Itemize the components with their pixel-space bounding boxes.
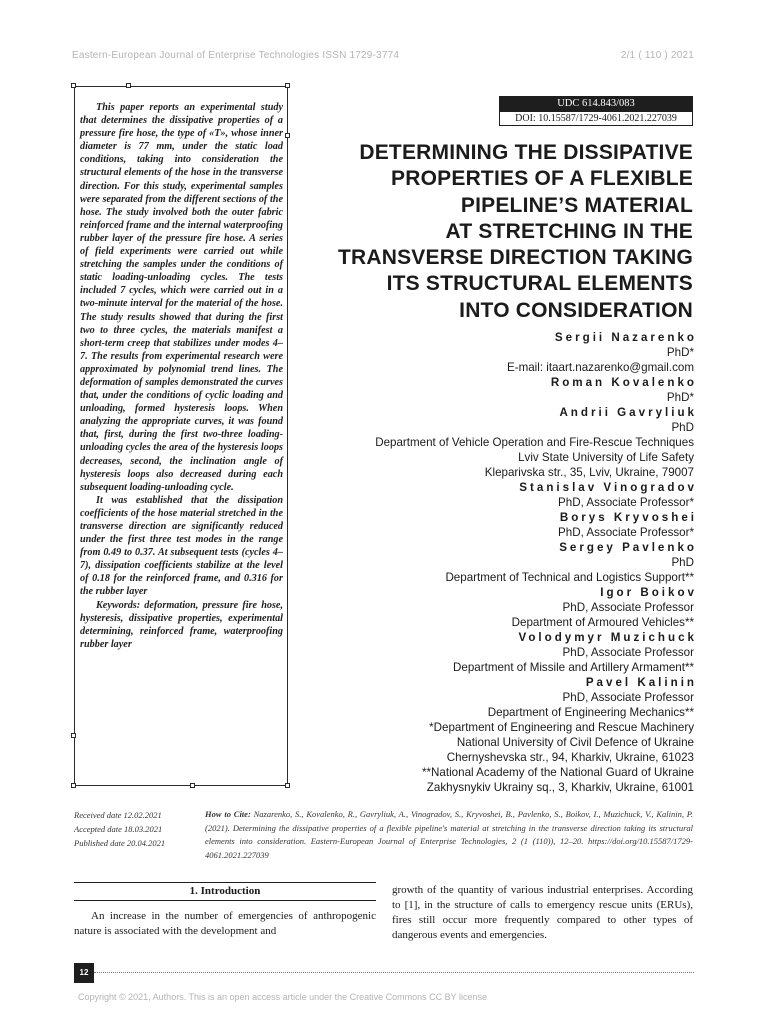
page-number: 12	[74, 963, 94, 983]
frame-corner-bottom-inner	[190, 783, 195, 788]
intro-paragraph: An increase in the number of emergencies of anthropogenic nature is associated with the development and	[74, 910, 376, 937]
author-affiliation: PhD, Associate Professor	[562, 601, 694, 614]
frame-corner-left-inner	[71, 733, 76, 738]
author-affiliation: PhD, Associate Professor*	[558, 496, 694, 509]
author-affiliation: Zakhysnykiv Ukrainy sq., 3, Kharkiv, Ukraine, 61001	[426, 781, 694, 794]
author-name: Sergey Pavlenko	[559, 541, 697, 554]
copyright-notice: Copyright © 2021, Authors. This is an open access article under the Creative Commons CC BY license	[78, 992, 487, 1002]
section-rule	[74, 900, 376, 901]
abstract-text	[80, 101, 283, 651]
abstract-paragraph: It was established that the dissipation coefficients of the hose material stretched in the transverse direction are significantly reduced under the first three test modes in the range from 0.49 to 0.37. At subsequent tests (cycles 4–7), dissipation coefficients stabilize at the level of 0.18 for the reinforced frame, and 0.316 for the rubber layer	[80, 494, 283, 598]
author-affiliation: E-mail: itaart.nazarenko@gmail.com	[506, 361, 694, 374]
cite-label: How to Cite:	[205, 809, 251, 819]
doi-box[interactable]: DOI: 10.15587/1729-4061.2021.227039	[499, 111, 693, 126]
issue-number: 2/1 ( 110 ) 2021	[620, 50, 694, 61]
author-name: Borys Kryvoshei	[559, 511, 697, 524]
cite-text: Nazarenko, S., Kovalenko, R., Gavryliuk, A., Vinogradov, S., Kryvoshei, B., Pavlenko, S., Boikov, I., Muzichuck, V., Kalinin, P. (2021). Determining the dissipative properties of a flexible pipeline's material at stretching in the transverse direction taking its structural elements into consideration. Eastern-European Journal of Enterprise Technologies, 2 (1 (110)), 12–20. https://doi.org/10.15587/1729-4061.2021.227039	[205, 809, 693, 860]
author-name: Sergii Nazarenko	[554, 331, 697, 344]
author-affiliation: Kleparivska str., 35, Lviv, Ukraine, 79007	[484, 466, 694, 479]
author-affiliation: Department of Armoured Vehicles**	[511, 616, 694, 629]
udc-badge: UDC 614.843/083	[499, 96, 693, 111]
author-affiliation: Department of Vehicle Operation and Fire-Rescue Techniques	[375, 436, 694, 449]
received-date: Received date 12.02.2021	[74, 810, 162, 820]
title-line: PIPELINE’S MATERIAL	[460, 193, 693, 217]
title-line: AT STRETCHING IN THE	[445, 219, 693, 243]
author-affiliation: Department of Technical and Logistics Support**	[445, 571, 694, 584]
author-list	[274, 330, 697, 795]
section-heading: 1. Introduction	[189, 885, 261, 897]
author-affiliation: **National Academy of the National Guard of Ukraine	[422, 766, 694, 779]
title-line: TRANSVERSE DIRECTION TAKING	[337, 246, 693, 270]
abstract-paragraph: This paper reports an experimental study that determines the dissipative properties of a pressure fire hose, the type of «T», whose inner diameter is 77 mm, under the static load conditions, taking into consideration the structural elements of the hose in the transverse direction. For this study, experimental samples were separated from the different sections of the hose. The study involved both the outer fabric reinforced frame and the internal waterproofing rubber layer of the pressure fire hose. A series of field experiments were carried out while stretching the samples under the conditions of static loading-unloading cycles. The tests included 7 cycles, which were carried out in a two-minute interval for the material of the hose. The study results showed that during the first two to three cycles, the materials manifest a short-term creep that stabilizes under modes 4–7. The results from experimental research were approximated by polynomial trend lines. The deformation of samples demonstrated the curves that, under the conditions of cyclic loading and unloading, formed hysteresis loops. When analyzing the appropriate curves, it was found that, first, during the first two-three loading-unloading cycles the area of the hysteresis loops decreases, second, the inclination angle of hysteresis loops also decreased during each subsequent loading-unloading cycle.	[80, 102, 283, 493]
frame-corner-top-inner	[126, 83, 131, 88]
author-name: Andrii Gavryliuk	[559, 406, 697, 419]
title-line: DETERMINING THE DISSIPATIVE	[359, 141, 693, 164]
published-date: Published date 20.04.2021	[74, 838, 166, 848]
frame-corner-top-right	[285, 83, 290, 88]
title-line: INTO CONSIDERATION	[459, 298, 693, 322]
journal-header: Eastern-European Journal of Enterprise Technologies ISSN 1729-3774	[72, 50, 400, 61]
author-affiliation: Department of Engineering Mechanics**	[487, 706, 694, 719]
keywords: Keywords: deformation, pressure fire hose, hysteresis, dissipative properties, experimental determining, reinforced frame, waterproofing rubber layer	[80, 599, 283, 650]
author-affiliation: PhD, Associate Professor*	[558, 526, 694, 539]
author-name: Stanislav Vinogradov	[519, 481, 697, 494]
author-name: Volodymyr Muzichuck	[518, 631, 697, 644]
author-name: Pavel Kalinin	[585, 676, 697, 689]
author-affiliation: PhD, Associate Professor	[562, 646, 694, 659]
title-line: PROPERTIES OF A FLEXIBLE	[391, 167, 693, 191]
author-affiliation: PhD*	[666, 391, 694, 404]
section-rule	[74, 882, 376, 883]
author-affiliation: PhD, Associate Professor	[562, 691, 694, 704]
paper-title	[293, 140, 693, 324]
intro-paragraph: growth of the quantity of various industrial enterprises. According to [1], in the structure of calls to emergency rescue units (ERUs), fires still occur more frequently compared to other types of dangerous events and emergencies.	[392, 884, 693, 941]
author-affiliation: National University of Civil Defence of Ukraine	[456, 736, 694, 749]
author-name: Igor Boikov	[600, 586, 697, 599]
frame-corner-top-left	[71, 83, 76, 88]
author-affiliation: Lviv State University of Life Safety	[518, 451, 694, 464]
author-affiliation: PhD*	[666, 346, 694, 359]
footer-dotted-rule	[94, 972, 694, 973]
how-to-cite	[205, 808, 693, 862]
intro-right-column	[392, 883, 693, 943]
author-name: Roman Kovalenko	[550, 376, 697, 389]
article-dates	[74, 808, 165, 850]
author-affiliation: Department of Missile and Artillery Armament**	[453, 661, 694, 674]
title-line: ITS STRUCTURAL ELEMENTS	[386, 272, 693, 296]
intro-left-column	[74, 909, 376, 939]
frame-corner-right-inner	[285, 133, 290, 138]
author-affiliation: *Department of Engineering and Rescue Machinery	[429, 721, 694, 734]
accepted-date: Accepted date 18.03.2021	[74, 824, 163, 834]
author-affiliation: PhD	[671, 556, 694, 569]
author-affiliation: Chernyshevska str., 94, Kharkiv, Ukraine, 61023	[446, 751, 694, 764]
author-affiliation: PhD	[671, 421, 694, 434]
frame-corner-bottom-left	[71, 783, 76, 788]
